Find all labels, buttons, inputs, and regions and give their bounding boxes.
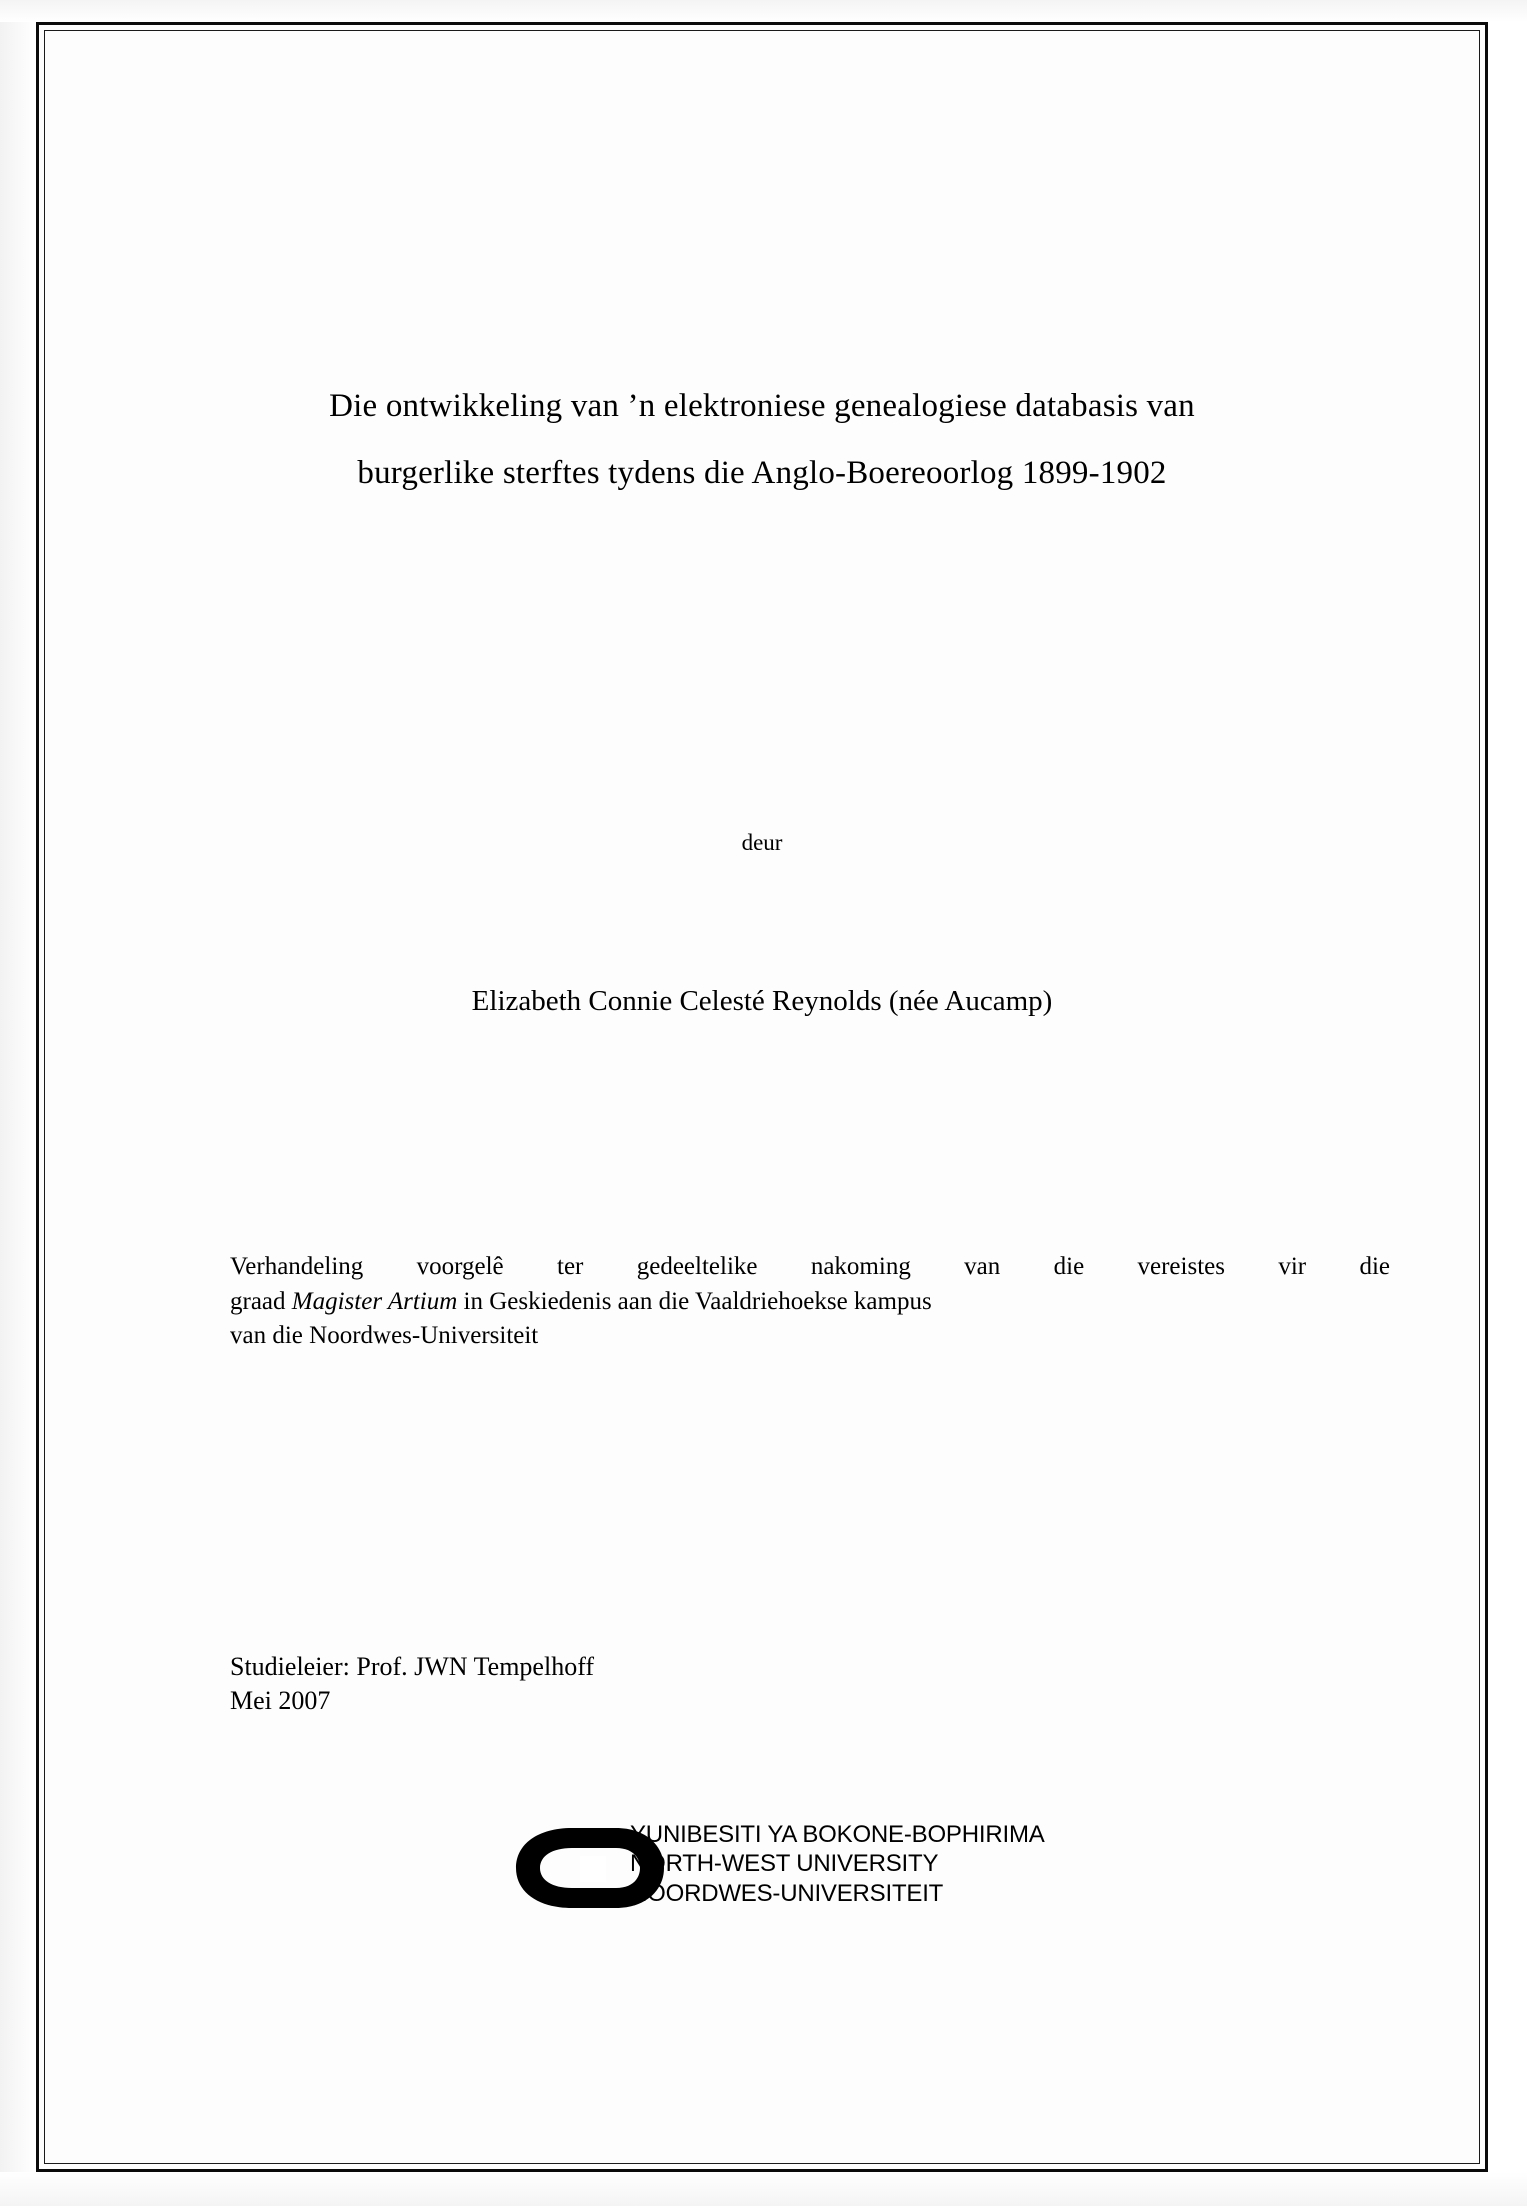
- page-edge-shadow-top: [0, 0, 1527, 22]
- degree-statement-line-2-prefix: graad: [230, 1287, 292, 1315]
- degree-statement-line-2-suffix: in Geskiedenis aan die Vaaldriehoekse kampus: [457, 1287, 932, 1315]
- page-edge-shadow-bottom: [0, 2172, 1527, 2206]
- by-label: deur: [741, 830, 783, 855]
- degree-statement: [230, 1250, 1390, 1354]
- degree-statement-line-3: van die Noordwes-Universiteit: [230, 1322, 539, 1349]
- page-content: [44, 30, 1480, 2164]
- title-line-2: burgerlike sterftes tydens die Anglo-Boereoorlog 1899-1902: [357, 455, 1167, 491]
- degree-statement-line-1: Verhandeling voorgelê ter gedeeltelike nakoming van die vereistes vir die: [230, 1253, 1390, 1280]
- logo-text-line-1: YUNIBESITI YA BOKONE-BOPHIRIMA: [630, 1821, 1045, 1848]
- logo-text-line-2: NORTH-WEST UNIVERSITY: [630, 1850, 939, 1878]
- title-line-1: Die ontwikkeling van ’n elektroniese genealogiese databasis van: [329, 388, 1195, 424]
- supervisor-and-date: [230, 1650, 1390, 1719]
- page-title: [184, 390, 1340, 490]
- supervisor-line: Studieleier: Prof. JWN Tempelhoff: [230, 1652, 595, 1681]
- logo-text-line-3: NOORDWES-UNIVERSITEIT: [630, 1879, 944, 1907]
- degree-name: Magister Artium: [291, 1287, 458, 1315]
- university-logo-text: [630, 1820, 1045, 1908]
- date-line: Mei 2007: [230, 1686, 331, 1716]
- university-logo: [504, 1812, 1124, 1932]
- page-edge-shadow-left: [0, 0, 36, 2206]
- degree-statement-line-2: [230, 1285, 1390, 1320]
- author-name: Elizabeth Connie Celesté Reynolds (née Aucamp): [471, 985, 1053, 1017]
